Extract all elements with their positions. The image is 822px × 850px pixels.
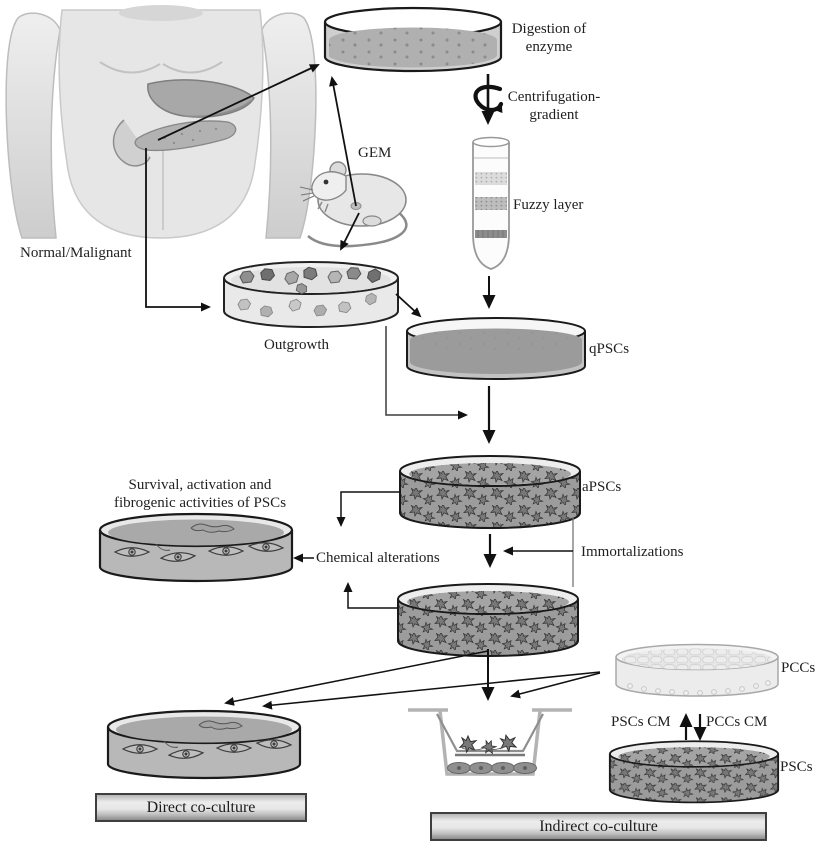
arrow-outgrowth-to-qpscs — [396, 294, 420, 316]
label-immortalizations: Immortalizations — [581, 544, 684, 560]
immortalized-pscs-dish — [398, 584, 578, 656]
gem-mouse-illustration — [300, 162, 406, 246]
arrow-immortalized-to-direct — [226, 651, 488, 703]
connector-immortalized-to-chemical — [348, 584, 398, 608]
transwell-insert — [408, 710, 572, 774]
pccs-dish — [616, 645, 778, 697]
apscs-dish — [400, 456, 580, 528]
label-gem: GEM — [358, 145, 392, 161]
outgrowth-dish — [224, 262, 398, 327]
label-pscs: PSCs — [780, 759, 813, 775]
direct-coculture-label: Direct co-culture — [146, 798, 256, 816]
indirect-coculture-label: Indirect co-culture — [539, 817, 658, 835]
label-survival-caption: Survival, activation and fibrogenic activities of PSCs — [113, 477, 287, 512]
pscs-dish — [610, 741, 778, 802]
mouse-eye — [324, 180, 329, 185]
label-normal-malignant: Normal/Malignant — [20, 245, 132, 261]
label-pccs-cm: PCCs CM — [706, 714, 768, 730]
tube-band-dark — [475, 230, 507, 238]
direct-coculture-bar — [95, 793, 307, 822]
label-centrifugation-gradient: Centrifugation-gradient — [507, 89, 601, 124]
label-digestion-of-enzyme: Digestion of enzyme — [511, 21, 587, 56]
survival-dish — [100, 514, 292, 581]
label-chemical-alterations: Chemical alterations — [316, 550, 440, 566]
qpscs-dish — [407, 318, 585, 379]
label-apscs: aPSCs — [582, 479, 622, 495]
direct-coculture-dish — [108, 711, 300, 778]
centrifuge-tube — [473, 138, 509, 270]
label-pccs: PCCs — [781, 660, 816, 676]
connector-apscs-to-chemical — [341, 492, 401, 525]
human-torso-illustration — [6, 5, 316, 238]
digestion-dish — [325, 8, 501, 71]
label-fuzzy-layer: Fuzzy layer — [513, 197, 584, 213]
label-outgrowth: Outgrowth — [264, 337, 329, 353]
arrow-pccs-to-direct — [264, 672, 600, 706]
indirect-coculture-bar — [430, 812, 767, 841]
label-qpscs: qPSCs — [589, 341, 630, 357]
label-pscs-cm: PSCs CM — [611, 714, 671, 730]
